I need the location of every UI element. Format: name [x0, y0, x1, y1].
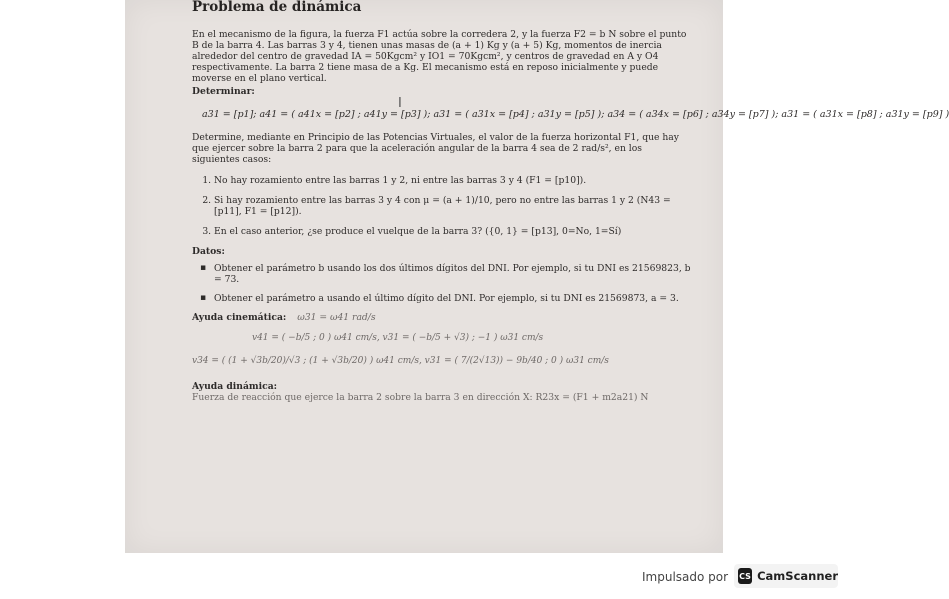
text-cursor-icon: I	[398, 96, 402, 111]
datos-item-2: ▪ Obtener el parámetro a usando el último dígito del DNI. Por ejemplo, si tu DNI es 21569873, a = 3.	[214, 293, 692, 304]
scanned-page	[125, 0, 949, 553]
ayuda-cin-formula-1: v41 = ( −b/5 ; 0 ) ω41 cm/s, v31 = ( −b/5 + √3) ; −1 ) ω31 cm/s	[252, 333, 544, 343]
powered-by-text: Impulsado por	[642, 570, 729, 584]
datos-label: Datos:	[192, 246, 225, 257]
page-title: Problema de dinámica	[192, 0, 362, 15]
determinar-label: Determinar:	[192, 86, 255, 97]
document-content	[192, 0, 949, 403]
intro-paragraph: En el mecanismo de la figura, la fuerza F1 actúa sobre la corredera 2, y la fuerza F2 = b N sobre el punto B de la barra 4. Las barras 3 y 4, tienen unas masas de (a + 1) Kg y (a + 5) Kg, momentos de inercia alrededor del centro de gravedad IA = 50Kgcm² y IO1 = 70Kgcm², y centros de gravedad en A y O4 respectivamente. La barra 2 tiene masa de a Kg. El mecanismo está en reposo inicialmente y puede moverse en el plano vertical.	[192, 29, 687, 84]
datos-list	[192, 263, 692, 304]
camscanner-logo-icon: CS	[738, 568, 752, 584]
camscanner-brand: CamScanner	[757, 569, 838, 583]
cases-list	[192, 175, 692, 237]
determinar-formula: a31 = [p1]; a41 = ( a41x = [p2] ; a41y = [p3] ); a31 = ( a31x = [p4] ; a31y = [p5] ); a34 = ( a34x = [p6] ; a34y = [p7] ); a31 = ( a31x = [p8] ; a31y = [p9] )	[202, 109, 949, 120]
ayuda-cinematica	[192, 312, 692, 323]
datos-item-1: ▪ Obtener el parámetro b usando los dos últimos dígitos del DNI. Por ejemplo, si tu DNI es 21569823, b = 73.	[214, 263, 692, 285]
ayuda-din-text: Fuerza de reacción que ejerce la barra 2 sobre la barra 3 en dirección X: R23x = (F1 + m2a21) N	[192, 392, 649, 403]
ayuda-cin-equation: ω31 = ω41 rad/s	[297, 312, 376, 323]
ayuda-din-label: Ayuda dinámica:	[192, 381, 278, 392]
case-item-2: 2. Si hay rozamiento entre las barras 3 y 4 con μ = (a + 1)/10, pero no entre las barras 1 y 2 (N43 = [p11], F1 = [p12]).	[214, 195, 692, 217]
case-item-1: 1. No hay rozamiento entre las barras 1 y 2, ni entre las barras 3 y 4 (F1 = [p10]).	[214, 175, 692, 186]
ayuda-cin-label: Ayuda cinemática:	[192, 312, 287, 323]
case-item-3: 3. En el caso anterior, ¿se produce el vuelque de la barra 3? ({0, 1} = [p13], 0=No, 1=Sí)	[214, 226, 692, 237]
camscanner-badge[interactable]	[734, 564, 838, 588]
ayuda-cin-formula-2: v34 = ( (1 + √3b/20)/√3 ; (1 + √3b/20) ) ω41 cm/s, v31 = ( 7/(2√13)) − 9b/40 ; 0 ) ω31 cm/s	[192, 356, 609, 366]
question-paragraph: Determine, mediante en Principio de las Potencias Virtuales, el valor de la fuerza horizontal F1, que hay que ejercer sobre la barra 2 para que la aceleración angular de la barra 4 sea de 2 rad/s², en los siguientes casos:	[192, 132, 679, 165]
